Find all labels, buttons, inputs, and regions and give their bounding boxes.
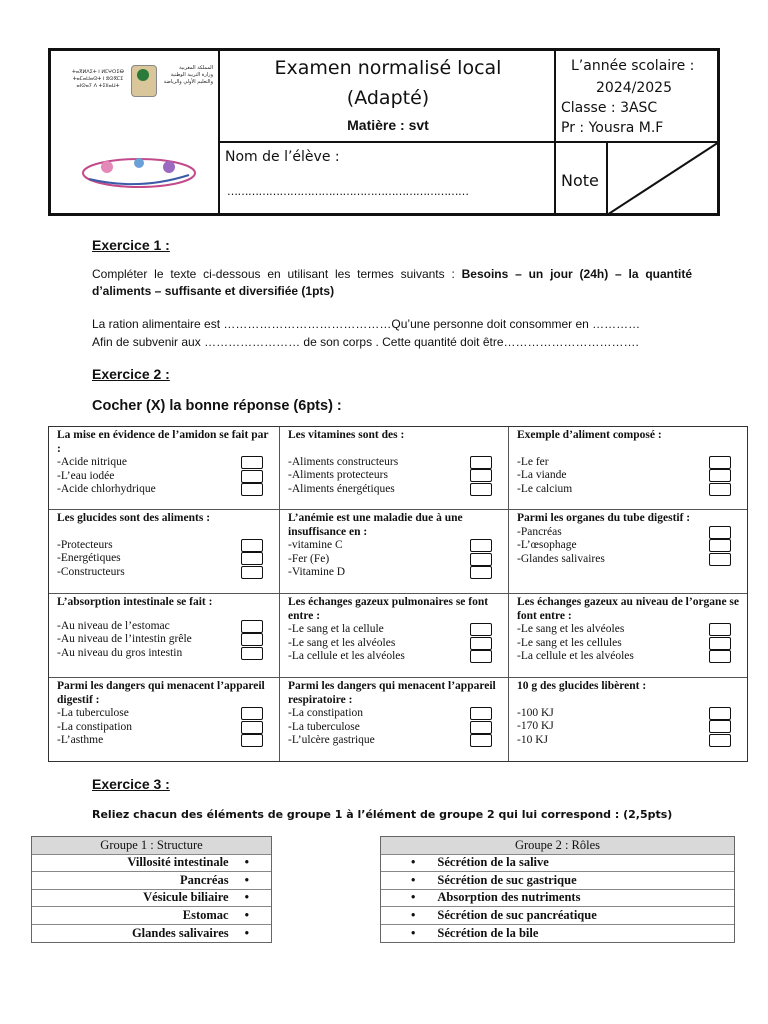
group-1-item[interactable]: Vésicule biliaire • bbox=[32, 890, 271, 908]
group-1-item[interactable]: Estomac • bbox=[32, 907, 271, 925]
qcm-option[interactable]: -Acide chlorhydrique bbox=[57, 483, 271, 497]
qcm-option[interactable]: -Aliments énergétiques bbox=[288, 483, 500, 497]
qcm-option[interactable]: -Au niveau de l’estomac bbox=[57, 620, 271, 634]
qcm-option[interactable]: -Fer (Fe) bbox=[288, 553, 500, 567]
teacher-label: Pr : Yousra M.F bbox=[561, 120, 664, 136]
exam-subtitle: (Adapté) bbox=[346, 87, 430, 109]
school-year-label: L’année scolaire : bbox=[571, 58, 695, 74]
group-2-item[interactable]: • Absorption des nutriments bbox=[381, 890, 734, 908]
qcm-option[interactable]: -Aliments constructeurs bbox=[288, 456, 500, 470]
qcm-option[interactable]: -La viande bbox=[517, 469, 739, 483]
checkbox[interactable] bbox=[709, 623, 731, 636]
qcm-option[interactable]: -170 KJ bbox=[517, 720, 739, 734]
qcm-cell: 10 g des glucides libèrent : -100 KJ -170 KJ -10 KJ bbox=[509, 678, 747, 761]
qcm-option[interactable]: -Le calcium bbox=[517, 483, 739, 497]
student-name-field[interactable]: …………………………………………………………… bbox=[227, 185, 469, 198]
group-2-item[interactable]: • Sécrétion de la salive bbox=[381, 855, 734, 873]
qcm-option[interactable]: -Le sang et les alvéoles bbox=[288, 637, 500, 651]
checkbox[interactable] bbox=[709, 483, 731, 496]
group-1-item[interactable]: Pancréas • bbox=[32, 872, 271, 890]
student-name-label: Nom de l’élève : bbox=[225, 149, 340, 165]
qcm-option[interactable]: -Energétiques bbox=[57, 552, 271, 566]
qcm-option[interactable]: -L’asthme bbox=[57, 734, 271, 748]
school-logo bbox=[79, 151, 199, 195]
qcm-option[interactable]: -Le sang et les cellules bbox=[517, 637, 739, 651]
qcm-option[interactable]: -La cellule et les alvéoles bbox=[288, 650, 500, 664]
qcm-option[interactable]: -Aliments protecteurs bbox=[288, 469, 500, 483]
group-1-item[interactable]: Glandes salivaires • bbox=[131, 925, 249, 940]
checkbox[interactable] bbox=[709, 456, 731, 469]
qcm-cell: La mise en évidence de l’amidon se fait par : -Acide nitrique -L’eau iodée -Acide chlorhydrique bbox=[49, 427, 280, 510]
note-label: Note bbox=[561, 171, 599, 190]
qcm-cell: Les échanges gazeux pulmonaires se font entre : -Le sang et la cellule -Le sang et les alvéoles -La cellule et les alvéoles bbox=[280, 594, 509, 678]
exercise-1-instruction: Compléter le texte ci-dessous en utilisant les termes suivants : Besoins – un jour (24h) – la quantité d’aliments – suffisante et diversifiée (1pts) bbox=[92, 267, 692, 298]
checkbox[interactable] bbox=[709, 539, 731, 552]
checkbox[interactable] bbox=[709, 650, 731, 663]
exercise-1-line-2[interactable]: Afin de subvenir aux …………………… de son corps . Cette quantité doit être……………………………. bbox=[92, 335, 639, 349]
qcm-cell: Les vitamines sont des : -Aliments constructeurs -Aliments protecteurs -Aliments énergétiques bbox=[280, 427, 509, 510]
checkbox[interactable] bbox=[241, 483, 263, 496]
qcm-option[interactable]: -Pancréas bbox=[517, 526, 739, 540]
checkbox[interactable] bbox=[241, 647, 263, 660]
emblem-star-icon bbox=[137, 69, 149, 81]
qcm-option[interactable]: -Le fer bbox=[517, 456, 739, 470]
checkbox[interactable] bbox=[470, 734, 492, 747]
checkbox[interactable] bbox=[470, 707, 492, 720]
qcm-cell: Exemple d’aliment composé : -Le fer -La viande -Le calcium bbox=[509, 427, 747, 510]
qcm-option[interactable]: -Au niveau de l’intestin grêle bbox=[57, 633, 271, 647]
checkbox[interactable] bbox=[241, 566, 263, 579]
group-1-item[interactable]: Villosité intestinale • bbox=[32, 855, 271, 873]
group-2-item[interactable]: • Sécrétion de la bile bbox=[411, 925, 539, 940]
group-2-table bbox=[380, 836, 735, 943]
qcm-option[interactable]: -La constipation bbox=[57, 721, 271, 735]
qcm-grid bbox=[48, 426, 748, 762]
checkbox[interactable] bbox=[470, 553, 492, 566]
exam-header bbox=[48, 48, 720, 216]
qcm-option[interactable]: -Vitamine D bbox=[288, 566, 500, 580]
checkbox[interactable] bbox=[241, 707, 263, 720]
checkbox[interactable] bbox=[470, 456, 492, 469]
header-divider bbox=[218, 51, 220, 213]
qcm-cell: Parmi les organes du tube digestif : -Pancréas -L’œsophage -Glandes salivaires bbox=[509, 510, 747, 594]
qcm-option[interactable]: -La cellule et les alvéoles bbox=[517, 650, 739, 664]
qcm-option[interactable]: -L’œsophage bbox=[517, 539, 739, 553]
checkbox[interactable] bbox=[241, 721, 263, 734]
qcm-option[interactable]: -La tuberculose bbox=[288, 721, 500, 735]
school-year-value: 2024/2025 bbox=[596, 80, 672, 96]
qcm-cell: Parmi les dangers qui menacent l’appareil digestif : -La tuberculose -La constipation -L’asthme bbox=[49, 678, 280, 761]
checkbox[interactable] bbox=[709, 720, 731, 733]
qcm-option[interactable]: -100 KJ bbox=[517, 707, 739, 721]
checkbox[interactable] bbox=[709, 469, 731, 482]
checkbox[interactable] bbox=[241, 456, 263, 469]
checkbox[interactable] bbox=[470, 650, 492, 663]
qcm-cell: Les glucides sont des aliments : -Protecteurs -Energétiques -Constructeurs bbox=[49, 510, 280, 594]
exercise-1-line-1[interactable]: La ration alimentaire est ……………………………………Qu’une personne doit consommer en ………… bbox=[92, 317, 641, 331]
subject-label: Matière : svt bbox=[347, 117, 429, 133]
group-1-table bbox=[31, 836, 272, 943]
exercise-3-title: Exercice 3 : bbox=[92, 776, 170, 792]
group-2-item[interactable]: • Sécrétion de suc pancréatique bbox=[381, 907, 734, 925]
qcm-option[interactable]: -La tuberculose bbox=[57, 707, 271, 721]
checkbox[interactable] bbox=[241, 539, 263, 552]
checkbox[interactable] bbox=[470, 623, 492, 636]
qcm-cell: Parmi les dangers qui menacent l’appareil respiratoire : -La constipation -La tuberculose -L’ulcère gastrique bbox=[280, 678, 509, 761]
checkbox[interactable] bbox=[470, 637, 492, 650]
checkbox[interactable] bbox=[241, 470, 263, 483]
checkbox[interactable] bbox=[241, 633, 263, 646]
checkbox[interactable] bbox=[470, 483, 492, 496]
qcm-option[interactable]: -Acide nitrique bbox=[57, 456, 271, 470]
checkbox[interactable] bbox=[709, 526, 731, 539]
qcm-option[interactable]: -L’eau iodée bbox=[57, 470, 271, 484]
qcm-cell: Les échanges gazeux au niveau de l’organe se font entre : -Le sang et les alvéoles -Le sang et les cellules -La cellule et les alvéoles bbox=[509, 594, 747, 678]
exercise-2-title: Exercice 2 : bbox=[92, 366, 170, 382]
gov-text-left: ⵜⴰⴳⵍⴷⵉⵜ ⵏ ⵍⵎⵖⵔⵉⴱ ⵜⴰⵎⴰⵡⴰⵙⵜ ⵏ ⵓⵙⴳⵎⵉ ⴰⵏⵙⴰⵢ ⴷ ⵜⵉⵏⵏⴰⵡⵜ bbox=[72, 69, 124, 89]
exercise-2-instruction: Cocher (X) la bonne réponse (6pts) : bbox=[92, 398, 342, 414]
qcm-cell: L’absorption intestinale se fait : -Au niveau de l’estomac -Au niveau de l’intestin grêle -Au niveau du gros intestin bbox=[49, 594, 280, 678]
checkbox[interactable] bbox=[470, 469, 492, 482]
qcm-option[interactable]: -Au niveau du gros intestin bbox=[57, 647, 271, 661]
qcm-cell: L’anémie est une maladie due à une insuffisance en : -vitamine C -Fer (Fe) -Vitamine D bbox=[280, 510, 509, 594]
exercise-3-instruction: Reliez chacun des éléments de groupe 1 à l’élément de groupe 2 qui lui correspond : (2,5pts) bbox=[92, 808, 673, 821]
qcm-option[interactable]: -Le sang et les alvéoles bbox=[517, 623, 739, 637]
qcm-option[interactable]: -L’ulcère gastrique bbox=[288, 734, 500, 748]
group-2-header: Groupe 2 : Rôles bbox=[381, 837, 734, 855]
class-label: Classe : 3ASC bbox=[561, 100, 658, 116]
checkbox[interactable] bbox=[241, 734, 263, 747]
qcm-option[interactable]: -vitamine C bbox=[288, 539, 500, 553]
qcm-option[interactable]: -La constipation bbox=[288, 707, 500, 721]
exam-title: Examen normalisé local bbox=[274, 57, 502, 79]
checkbox[interactable] bbox=[709, 734, 731, 747]
gov-text-right: المملكة المغربية وزارة التربية الوطنية والتعليم الأولي والرياضة bbox=[163, 65, 213, 85]
checkbox[interactable] bbox=[470, 721, 492, 734]
qcm-option[interactable]: -Protecteurs bbox=[57, 539, 271, 553]
qcm-option[interactable]: -Constructeurs bbox=[57, 566, 271, 580]
checkbox[interactable] bbox=[241, 620, 263, 633]
checkbox[interactable] bbox=[241, 552, 263, 565]
qcm-option[interactable]: -Glandes salivaires bbox=[517, 553, 739, 567]
note-diagonal bbox=[607, 142, 719, 215]
checkbox[interactable] bbox=[709, 707, 731, 720]
checkbox[interactable] bbox=[470, 566, 492, 579]
checkbox[interactable] bbox=[709, 553, 731, 566]
qcm-option[interactable]: -Le sang et la cellule bbox=[288, 623, 500, 637]
checkbox[interactable] bbox=[709, 637, 731, 650]
group-2-item[interactable]: • Sécrétion de suc gastrique bbox=[381, 872, 734, 890]
qcm-option[interactable]: -10 KJ bbox=[517, 734, 739, 748]
group-1-header: Groupe 1 : Structure bbox=[32, 837, 271, 855]
exercise-1-title: Exercice 1 : bbox=[92, 237, 170, 253]
checkbox[interactable] bbox=[470, 539, 492, 552]
